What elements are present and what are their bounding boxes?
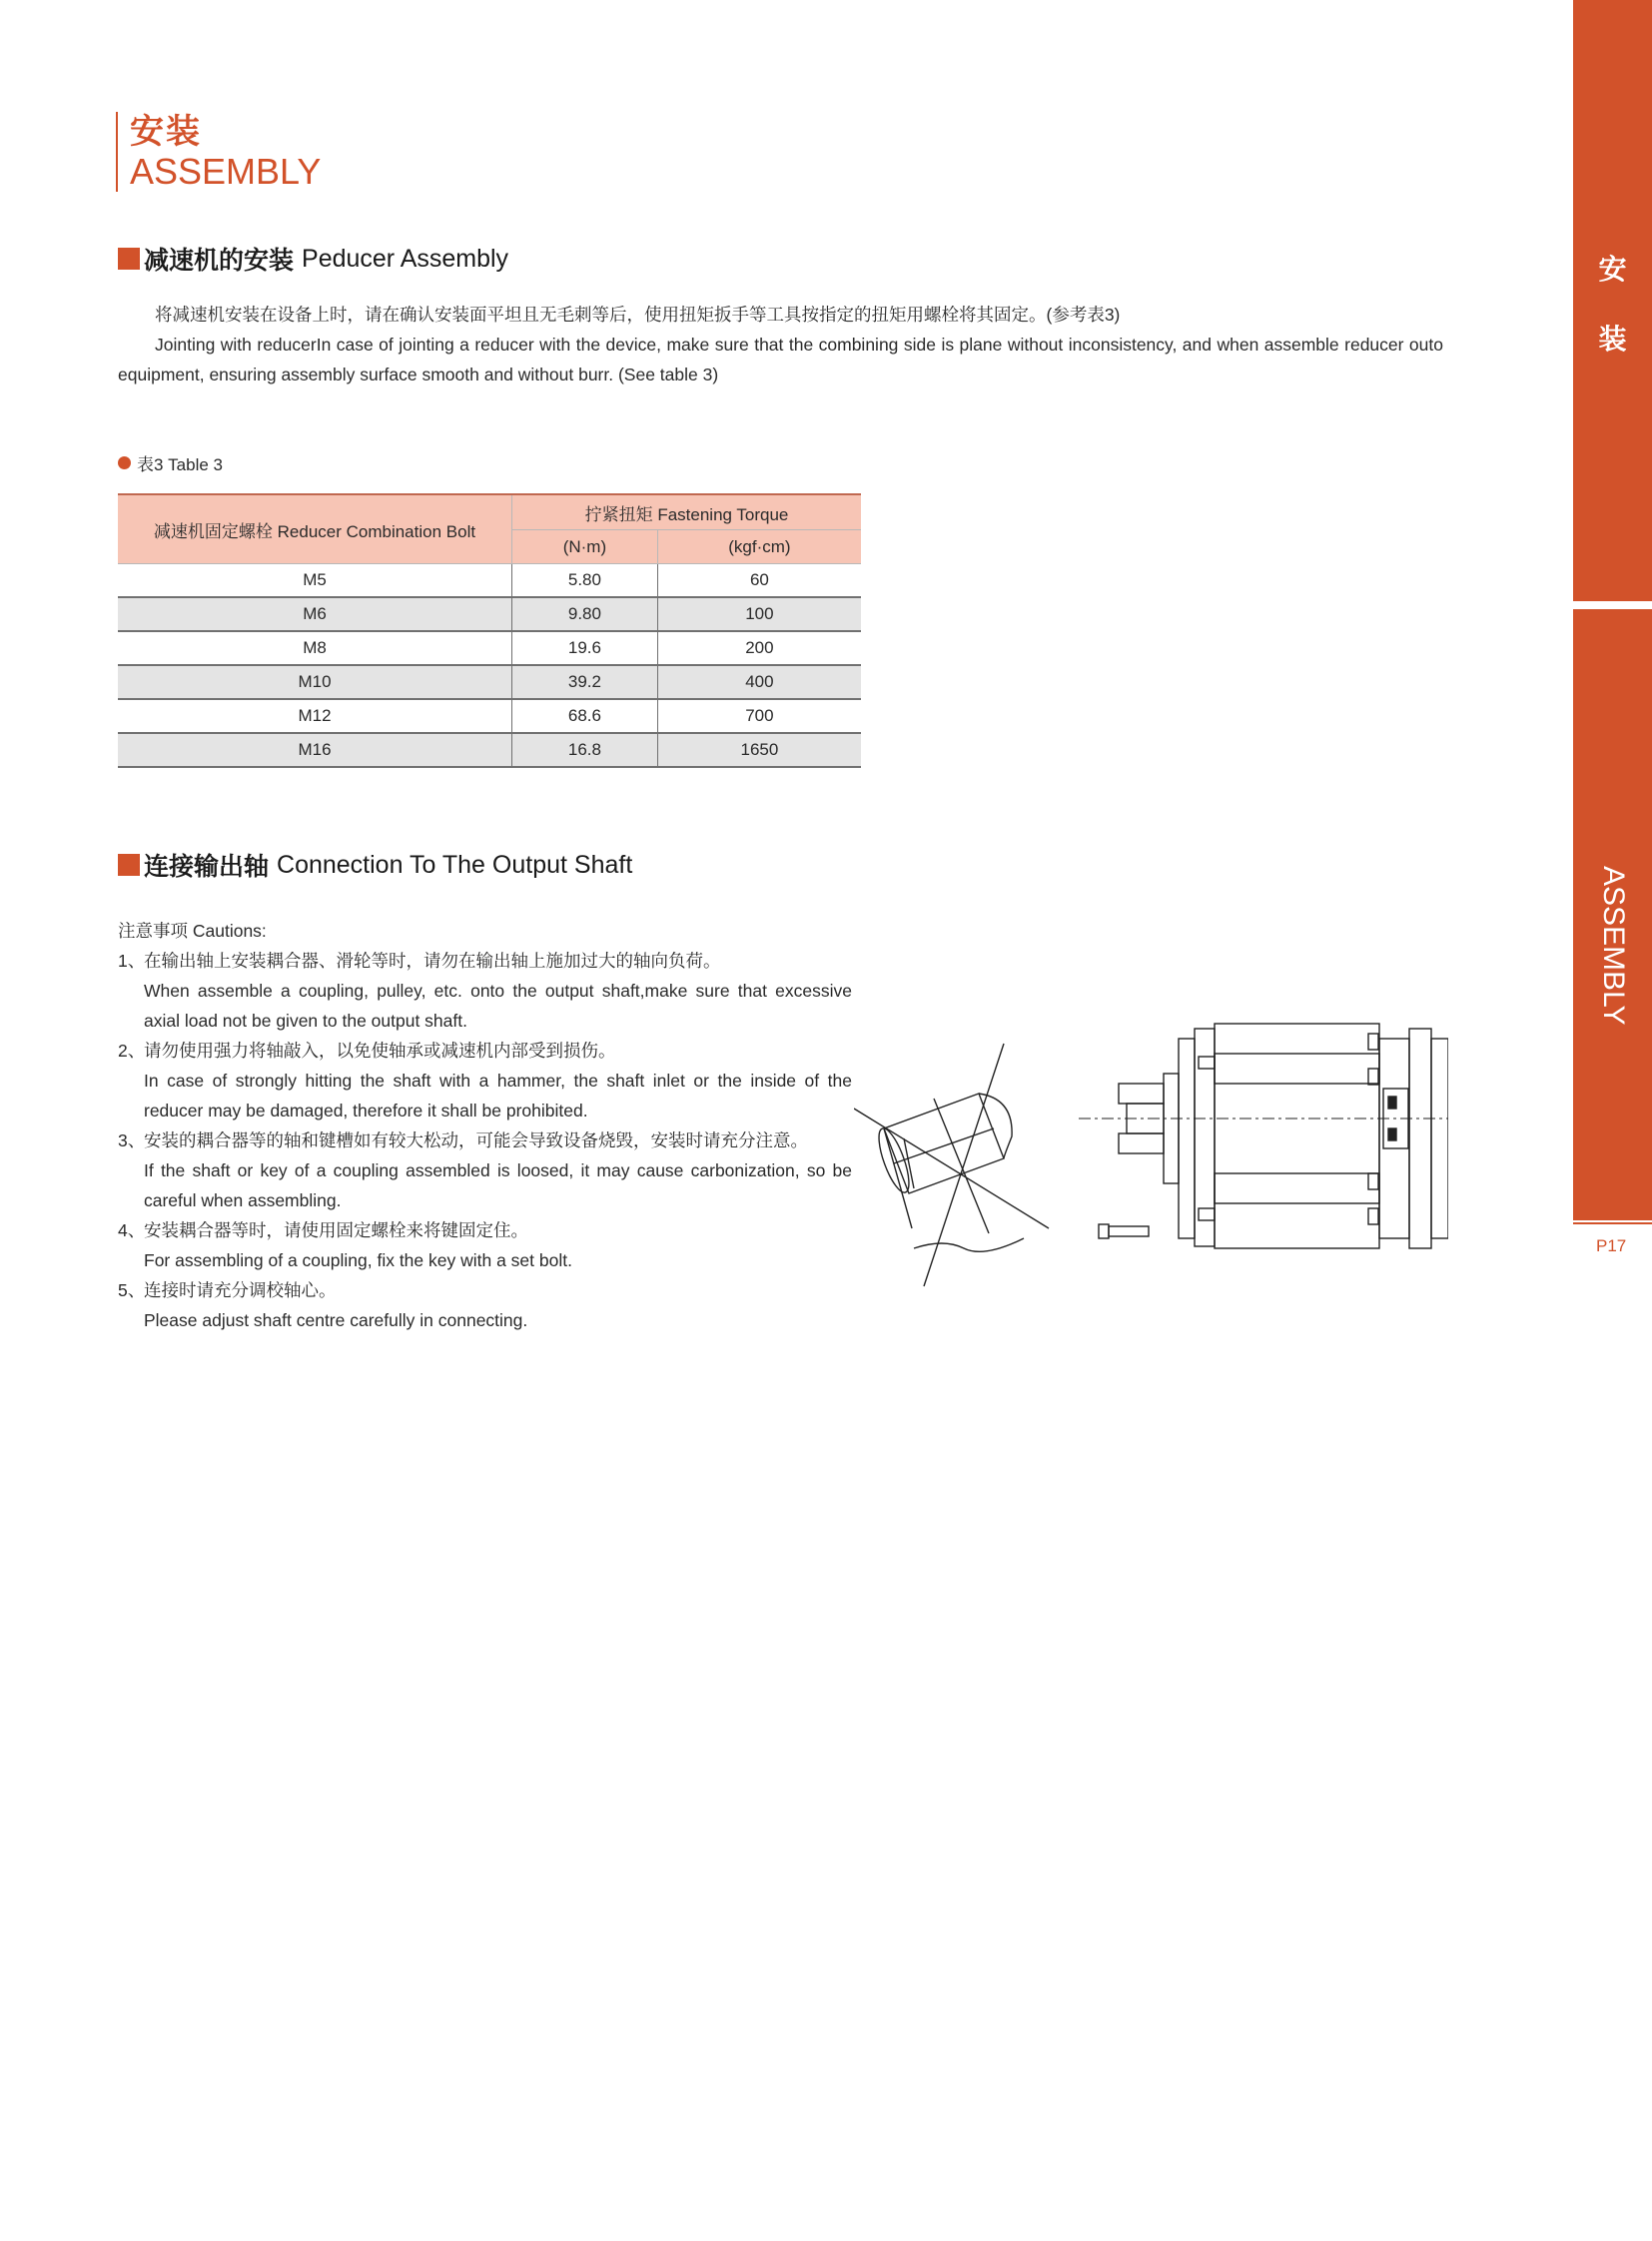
bolt-cell: M8 [118,631,512,665]
caution-text-cn: 请勿使用强力将轴敲入，以免使轴承或减速机内部受到损伤。 [144,1041,616,1061]
caution-text-en: When assemble a coupling, pulley, etc. onto the output shaft,make sure that excessive axial load not be given to the output shaft. [144,981,852,1031]
kgf-cell: 1650 [657,733,861,767]
kgf-cell: 400 [657,665,861,699]
cautions-heading: 注意事项 Cautions: [118,921,267,941]
reducer-text-cn: 将减速机安装在设备上时，请在确认安装面平坦且无毛刺等后，使用扭矩扳手等工具按指定的扭矩用螺栓将其固定。(参考表3) [155,305,1121,325]
caution-item [118,1275,852,1335]
section-title-cn: 减速机的安装 [144,247,295,275]
nm-cell: 5.80 [512,564,658,598]
caution-number: 2、 [118,1041,146,1061]
caution-number: 1、 [118,951,146,971]
caution-text-en: For assembling of a coupling, fix the key with a set bolt. [144,1250,572,1270]
col-header-bolt: 减速机固定螺栓 Reducer Combination Bolt [118,494,512,564]
caution-text-cn: 在输出轴上安装耦合器、滑轮等时，请勿在输出轴上施加过大的轴向负荷。 [144,951,721,971]
caution-item [118,1125,852,1215]
caution-number: 4、 [118,1220,146,1240]
page-title-en: ASSEMBLY [130,151,322,192]
col-header-kgf: (kgf·cm) [657,530,861,564]
sidebar-rule [1573,1222,1652,1224]
kgf-cell: 700 [657,699,861,733]
nm-cell: 16.8 [512,733,658,767]
bolt-cell: M12 [118,699,512,733]
nm-cell: 68.6 [512,699,658,733]
caution-item [118,1036,852,1125]
table-row [118,733,861,767]
page-header [116,112,321,192]
table-row [118,631,861,665]
page-title-cn: 安装 [130,113,202,151]
torque-table [118,493,861,768]
table-caption [118,450,223,475]
caution-text-cn: 安装耦合器等时，请使用固定螺栓来将键固定住。 [144,1220,528,1240]
section-marker-icon [118,248,140,270]
caution-text-en: Please adjust shaft centre carefully in connecting. [144,1310,528,1330]
table-caption-text: 表3 Table 3 [137,455,223,474]
bolt-cell: M6 [118,597,512,631]
page-number: P17 [1596,1236,1627,1255]
reducer-text-en: Jointing with reducerIn case of jointing a reducer with the device, make sure that the combining side is plane without inconsistency, and when assemble reducer outo equipment, ensuring assembly surface smooth and without burr. (See table 3) [118,335,1443,384]
caution-text-cn: 安装的耦合器等的轴和键槽如有较大松动，可能会导致设备烧毁，安装时请充分注意。 [144,1130,808,1150]
caution-item [118,946,852,1036]
section-marker-icon [118,854,140,876]
bolt-cell: M10 [118,665,512,699]
caution-number: 3、 [118,1130,146,1150]
caution-text-en: In case of strongly hitting the shaft with a hammer, the shaft inlet or the inside of the reducer may be damaged, therefore it shall be prohibited. [144,1071,852,1120]
sidebar-char-1: 安 [1598,254,1627,285]
bolt-cell: M16 [118,733,512,767]
table-row [118,597,861,631]
table-row [118,665,861,699]
sidebar-title-en: ASSEMBLY [1597,866,1630,1026]
bolt-cell: M5 [118,564,512,598]
cautions-list [118,916,852,1335]
sidebar-top-block [1573,0,1652,601]
kgf-cell: 100 [657,597,861,631]
section-title-en: Peducer Assembly [302,244,509,273]
table-row [118,564,861,598]
shaft-key-drawing [854,1039,1064,1288]
caution-item [118,1215,852,1275]
caution-number: 5、 [118,1280,146,1300]
section-title-cn: 连接输出轴 [144,853,270,881]
nm-cell: 9.80 [512,597,658,631]
reducer-assembly-drawing [1079,1009,1448,1268]
sidebar-char-2: 装 [1598,324,1627,355]
kgf-cell: 200 [657,631,861,665]
nm-cell: 19.6 [512,631,658,665]
caution-text-en: If the shaft or key of a coupling assembled is loosed, it may cause carbonization, so be careful when assembling. [144,1160,852,1210]
bullet-icon [118,456,131,469]
section-title-reducer [118,241,508,277]
nm-cell: 39.2 [512,665,658,699]
col-header-torque: 拧紧扭矩 Fastening Torque [512,494,862,530]
col-header-nm: (N·m) [512,530,658,564]
section-title-en: Connection To The Output Shaft [277,850,633,879]
section-title-shaft [118,847,632,883]
caution-text-cn: 连接时请充分调校轴心。 [144,1280,337,1300]
table-row [118,699,861,733]
kgf-cell: 60 [657,564,861,598]
